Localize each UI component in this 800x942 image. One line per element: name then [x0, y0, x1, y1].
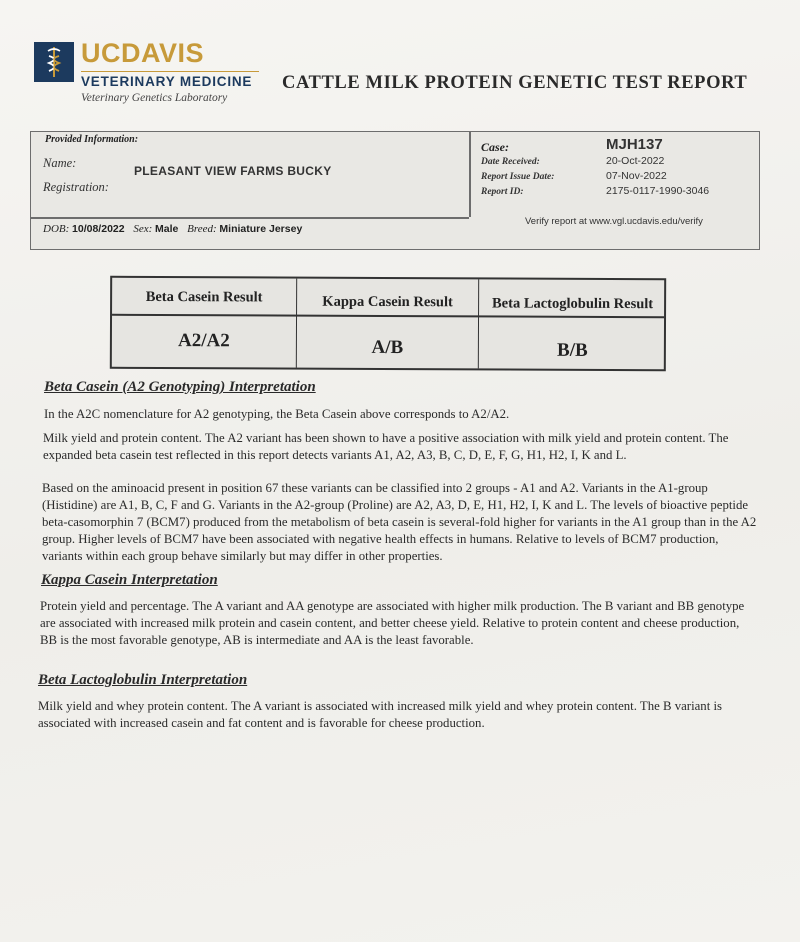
beta-casein-p1: In the A2C nomenclature for A2 genotyping, the Beta Casein above corresponds to A2/A2. — [44, 407, 510, 421]
beta-casein-p3: Based on the aminoacid present in position 67 these variants can be classified into 2 groups - A1 and A2. Variants in the A1-group (Histidine) are A1, B, C, F and G. Variants in the A2-group (Proline) are A2, A3, D, E, H1, H2, I, K and L. The levels of bioactive peptide beta-casomorphin 7 (BCM7) produced from the metabolism of beta casein is several-fold higher for variants in the A1 group than in the A2 group. Higher levels of BCM7 have been associated with negative health effects in humans. Relative to levels of BCM7 production, variants within each group behave similarly but may differ in other properties. — [42, 481, 757, 563]
registration-label: Registration: — [43, 180, 109, 194]
date-received-value: 20-Oct-2022 — [606, 155, 665, 167]
report-issue-label: Report Issue Date: — [481, 172, 555, 182]
dob-label: DOB: — [43, 223, 70, 235]
info-divider-h — [31, 217, 469, 219]
report-title: CATTLE MILK PROTEIN GENETIC TEST REPORT — [282, 73, 748, 93]
dob-line — [43, 223, 308, 235]
results-table — [110, 276, 666, 371]
logo-lab: Veterinary Genetics Laboratory — [81, 92, 228, 104]
beta-lactoglobulin-title: Beta Lactoglobulin Interpretation — [38, 672, 248, 688]
kappa-casein-p1: Protein yield and percentage. The A variant and AA genotype are associated with higher milk production. The B variant and BB genotype are associated with increased milk protein and casein content, and better cheese yield. Relative to protein content and cheese production, BB is the most favorable genotype, AB is intermediate and AA is the least favorable. — [40, 599, 745, 647]
dob-value: 10/08/2022 — [72, 223, 125, 235]
provided-info-label: Provided Information: — [45, 134, 139, 145]
breed-value: Miniature Jersey — [219, 223, 303, 235]
report-id-value: 2175-0117-1990-3046 — [606, 185, 710, 197]
beta-casein-header: Beta Casein Result — [145, 288, 263, 306]
sex-value: Male — [155, 223, 179, 235]
beta-lactoglobulin-header: Beta Lactoglobulin Result — [491, 295, 654, 313]
breed-label: Breed: — [187, 223, 217, 235]
kappa-casein-result: A/B — [371, 336, 404, 359]
report-id-label: Report ID: — [481, 187, 524, 197]
case-label: Case: — [481, 140, 509, 154]
kappa-casein-header: Kappa Casein Result — [322, 293, 453, 311]
date-received-label: Date Received: — [481, 157, 540, 167]
ucdavis-logo — [34, 40, 264, 106]
beta-casein-title: Beta Casein (A2 Genotyping) Interpretation — [44, 379, 316, 395]
sex-label: Sex: — [133, 223, 153, 235]
name-value: PLEASANT VIEW FARMS BUCKY — [134, 164, 332, 178]
info-divider-v — [469, 132, 471, 217]
beta-lactoglobulin-p1: Milk yield and whey protein content. The A variant is associated with increased milk yield and whey protein content. The B variant is associated with increased casein and fat content and is favorable for cheese production. — [38, 699, 722, 730]
verify-link-text: Verify report at www.vgl.ucdavis.edu/verify — [525, 216, 703, 227]
info-box — [30, 131, 760, 250]
beta-lactoglobulin-result: B/B — [557, 339, 588, 361]
caduceus-icon — [34, 42, 74, 82]
results-row-divider — [112, 314, 664, 318]
logo-ucdavis: UCDAVIS — [81, 38, 205, 68]
beta-casein-p2: Milk yield and protein content. The A2 variant has been shown to have a positive association with milk yield and protein content. The expanded beta casein test reflected in this report detects variants A1, A2, A3, B, C, D, E, F, G, H1, H2, I, K and L. — [43, 431, 729, 462]
name-label: Name: — [43, 156, 77, 170]
logo-vetmed: VETERINARY MEDICINE — [81, 71, 259, 89]
case-value: MJH137 — [606, 136, 663, 153]
report-issue-value: 07-Nov-2022 — [606, 170, 667, 182]
kappa-casein-title: Kappa Casein Interpretation — [41, 572, 218, 588]
beta-casein-result: A2/A2 — [178, 330, 230, 352]
